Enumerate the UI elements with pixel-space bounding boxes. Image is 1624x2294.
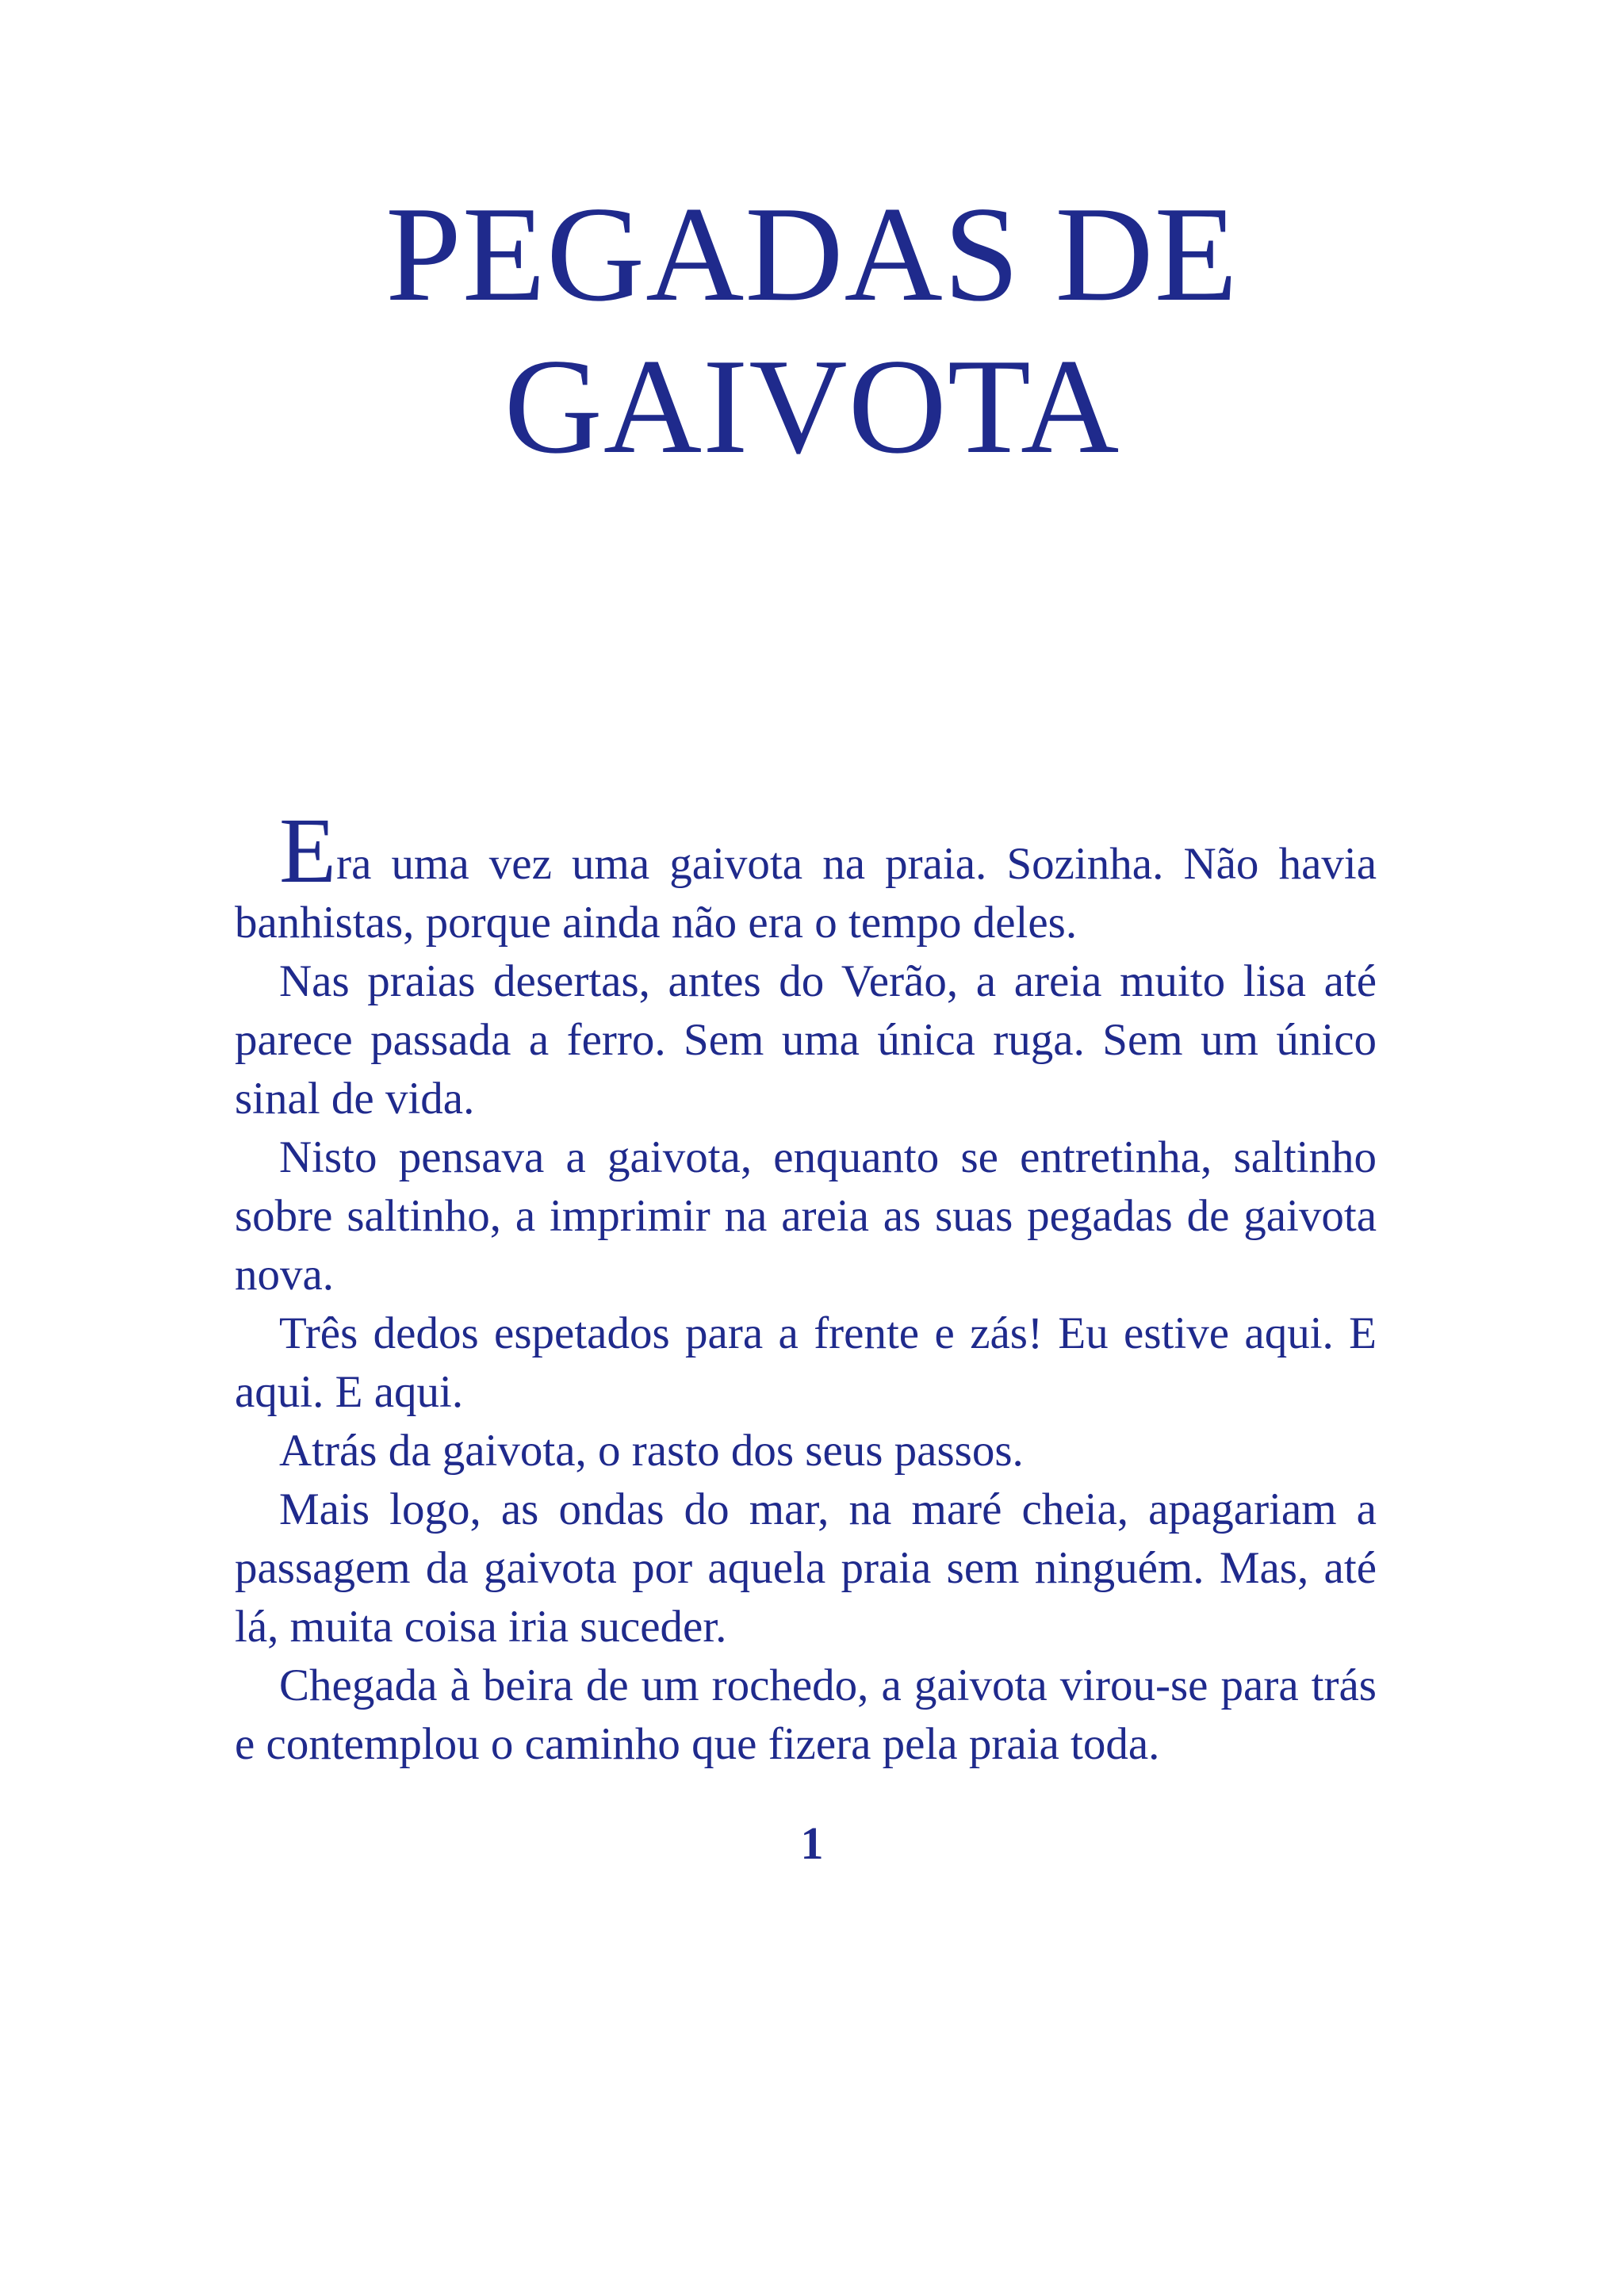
paragraph-1-text: ra uma vez uma gaivota na praia. Sozinha. Não havia banhistas, porque ainda não era o tempo deles. xyxy=(235,839,1377,948)
drop-cap: E xyxy=(279,798,337,902)
paragraph-3: Nisto pensava a gaivota, enquanto se entretinha, saltinho sobre saltinho, a imprimir na areia as suas pegadas de gaivota nova. xyxy=(235,1132,1377,1300)
paragraph-7: Chegada à beira de um rochedo, a gaivota virou-se para trás e contemplou o caminho que fizera pela praia toda. xyxy=(235,1660,1377,1769)
paragraph-1 xyxy=(235,798,1377,952)
paragraph-5: Atrás da gaivota, o rasto dos seus passos. xyxy=(279,1426,1024,1476)
paragraph-4: Três dedos espetados para a frente e zás! Eu estive aqui. E aqui. E aqui. xyxy=(235,1308,1377,1417)
page-title xyxy=(0,178,1624,483)
paragraph-6: Mais logo, as ondas do mar, na maré cheia, apagariam a passagem da gaivota por aquela praia sem ninguém. Mas, até lá, muita coisa iria suceder. xyxy=(235,1484,1377,1652)
paragraph-2: Nas praias desertas, antes do Verão, a areia muito lisa até parece passada a ferro. Sem uma única ruga. Sem um único sinal de vida. xyxy=(235,956,1377,1124)
page-number: 1 xyxy=(800,1817,824,1869)
title-line-2: GAIVOTA xyxy=(504,331,1120,482)
story-text xyxy=(235,798,1377,1774)
title-line-1: PEGADAS DE xyxy=(385,179,1239,330)
